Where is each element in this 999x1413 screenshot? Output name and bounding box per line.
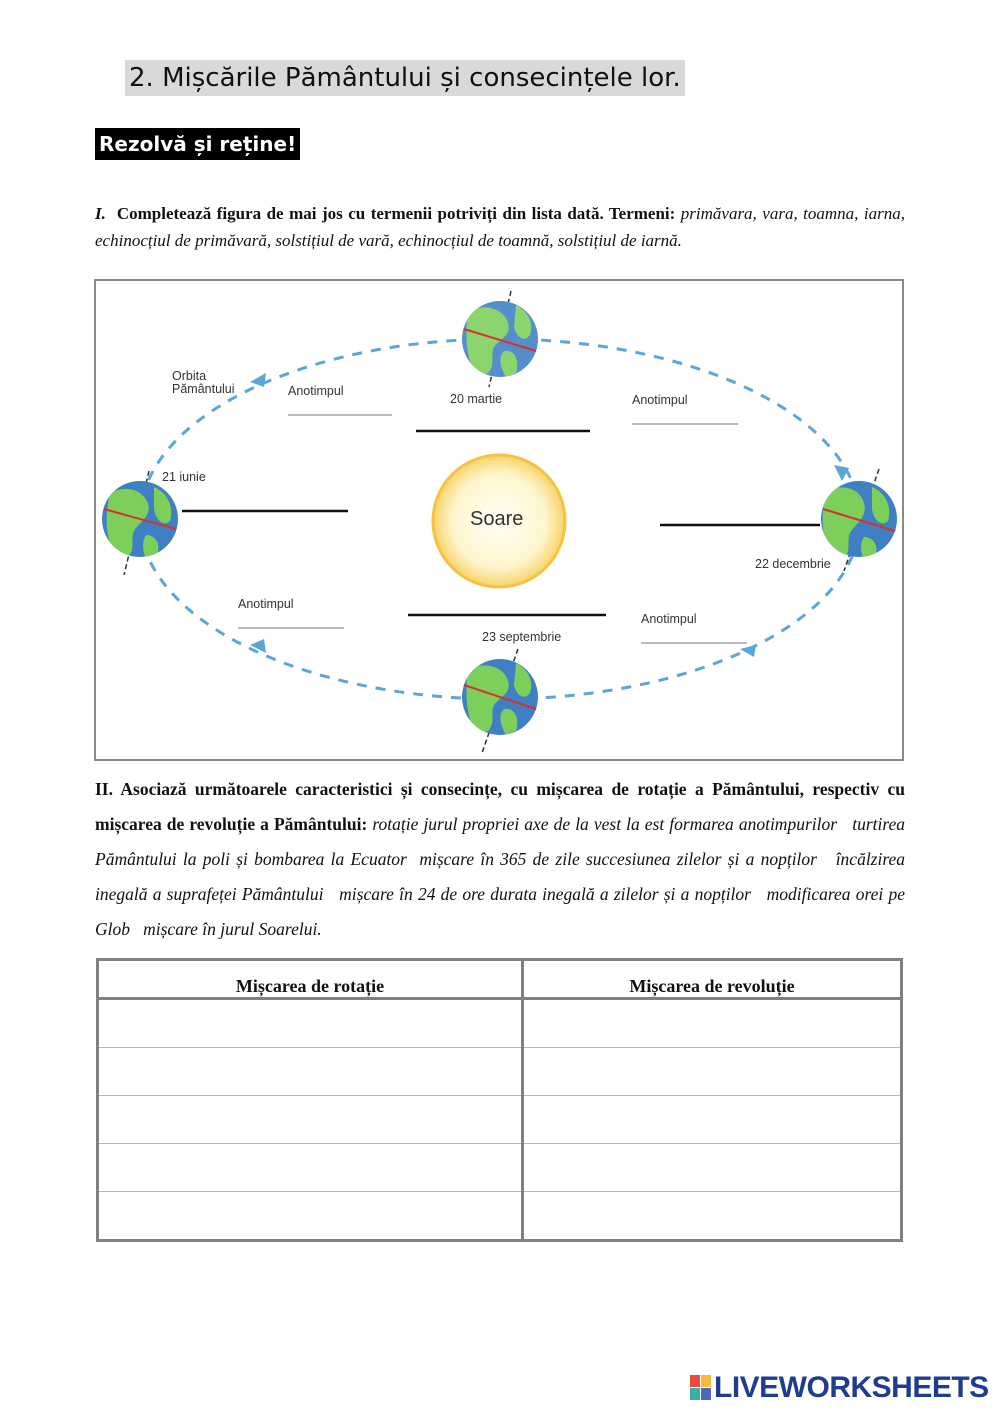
date-label-left: 21 iunie: [162, 470, 206, 484]
term-item: mișcare în 24 de ore: [339, 884, 486, 904]
season-label-bottom-right: Anotimpul: [641, 612, 697, 626]
term-item: durata inegală a zilelor și a nopților: [490, 884, 751, 904]
term-item: rotație jurul propriei axe de la vest la est: [372, 814, 665, 834]
table-row: [98, 999, 902, 1048]
task-2-instruction: II. Asociază următoarele caracteristici și consecințe, cu mișcarea de rotație a Pământului, respectiv cu mișcarea de revoluție a Pământului:: [95, 779, 905, 834]
answer-cell-rotation[interactable]: [98, 1144, 523, 1192]
answer-table: [96, 958, 903, 1242]
answer-cell-rotation[interactable]: [98, 1192, 523, 1241]
table-row: [98, 1144, 902, 1192]
term-item: turtirea Pământului la poli și bombarea la Ecuator: [95, 814, 906, 869]
date-label-top: 20 martie: [450, 392, 503, 406]
term-item: modificarea orei pe Glob: [95, 884, 906, 939]
seasons-figure: [94, 279, 904, 761]
orbit-arrow-icon: [250, 373, 266, 387]
term-item: mișcare în 365 de zile: [419, 849, 580, 869]
orbit-label: [172, 370, 235, 396]
table-header-rotation: Mișcarea de rotație: [98, 960, 523, 999]
liveworksheets-brand[interactable]: [690, 1372, 989, 1404]
earth-globe-left: [102, 471, 178, 575]
term-item: mișcare în jurul Soarelui.: [143, 919, 322, 939]
answer-cell-rotation[interactable]: [98, 1096, 523, 1144]
task-2-text: [95, 772, 905, 947]
answer-cell-rotation[interactable]: [98, 1048, 523, 1096]
season-label-top-right: Anotimpul: [632, 393, 688, 407]
term-item: succesiunea zilelor și a nopților: [585, 849, 817, 869]
answer-cell-revolution[interactable]: [523, 999, 902, 1048]
orbit-label-line-2: Pământului: [172, 382, 235, 396]
date-label-bottom: 23 septembrie: [482, 630, 562, 644]
task-1-instruction: Completează figura de mai jos cu termenii potriviți din lista dată. Termeni:: [116, 204, 676, 223]
page-title: 2. Mișcările Pământului și consecințele lor.: [125, 60, 685, 96]
earth-globe-top: [456, 291, 546, 387]
answer-cell-revolution[interactable]: [523, 1096, 902, 1144]
season-label-bottom-left: Anotimpul: [238, 597, 294, 611]
task-1-terms: primăvara, vara, toamna, iarna, echinocțiul de primăvară, solstițiul de vară, echinocțiul de toamnă, solstițiul de iarnă.: [95, 204, 906, 250]
date-label-right: 22 decembrie: [755, 557, 831, 571]
earth-globe-bottom: [462, 649, 538, 753]
answer-cell-revolution[interactable]: [523, 1144, 902, 1192]
season-label-top-left: Anotimpul: [288, 384, 344, 398]
answer-cell-revolution[interactable]: [523, 1048, 902, 1096]
table-row: [98, 1192, 902, 1241]
answer-cell-rotation[interactable]: [98, 999, 523, 1048]
brand-name: LIVEWORKSHEETS: [714, 1371, 989, 1404]
task-1-number: I.: [95, 204, 106, 223]
answer-cell-revolution[interactable]: [523, 1192, 902, 1241]
table-row: [98, 1048, 902, 1096]
table-header-revolution: Mișcarea de revoluție: [523, 960, 902, 999]
task-1-text: [95, 200, 905, 254]
sun-label: Soare: [470, 508, 524, 530]
liveworksheets-logo-icon: [690, 1375, 712, 1401]
orbit-label-line-1: Orbita: [172, 369, 207, 383]
term-item: formarea anotimpurilor: [669, 814, 838, 834]
orbit-arrow-icon: [740, 645, 756, 657]
earth-globe-right: [821, 469, 897, 571]
section-heading: Rezolvă și reține!: [95, 128, 300, 160]
table-row: [98, 1096, 902, 1144]
term-item: încălzirea inegală a suprafeței Pământului: [95, 849, 906, 904]
